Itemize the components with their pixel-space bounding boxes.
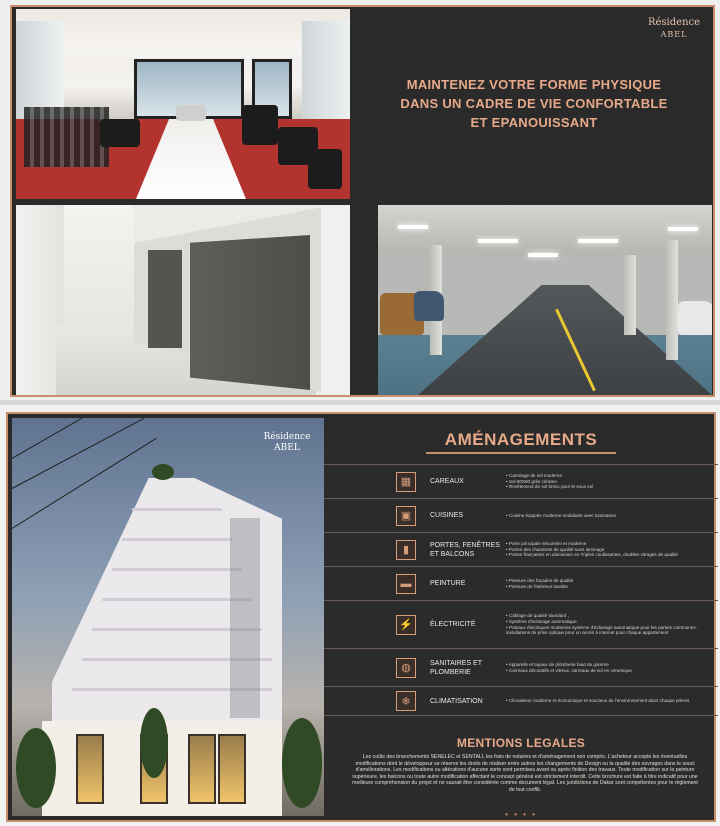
list-item: ▬ PEINTURE • Peinture des façades de qualité • Peinture de l'intérieur lavable (324, 566, 718, 600)
electricity-icon: ⚡ (396, 615, 416, 635)
residence-abel-logo: Résidence ABEL (263, 432, 311, 453)
amenagements-title: AMÉNAGEMENTS (444, 430, 598, 449)
list-item: ⚡ ÉLECTRICITÉ • Câblage de qualité standard , • Système d'éclairage automatique • Poteaux électriques modernes système d'éclairage automatique pour les parties communes , installations de prise optique pour un accès à internet pour chaque appartement (324, 600, 718, 648)
underground-parking-photo (378, 205, 712, 395)
kitchen-icon: ▣ (396, 506, 416, 526)
page-2-frame (6, 412, 716, 822)
list-item: ◍ SANITAIRES ET PLOMBERIE • Appareils et tuyaux de plomberie haut de gamme • Carreaux décoratifs et vitreux, carreaux de sol en céramique (324, 648, 718, 686)
list-item: ❄ CLIMATISATION • Climatiseur moderne et économique et soucieux de l'environnement dans chaque pièces (324, 686, 718, 716)
title-underline (426, 452, 616, 454)
mentions-legales-text: Les coûts des branchements SENELEC et SENTALL les frais de notaires et d'aménagement non compris. L'acheteur accepte les éventuelles modifications dont le développeur se réserve les droits de réaliser entre autres les changements de Design ou la qualité des ouvrages dans le souci d'améliorations. Les modifications ou altérations d'aucune sorte sont permises avant ou après finition des travaux. Toute modification sur la peinture supérieure, les balcons ou toute autre modification affectant le concept général est strictement interdit. Cette brochure est faite à titre indicatif pour une meilleure compréhension du projet et ne saurait être considérée comme document légal. Les juridictions de Dakar sont compétentes pour le règlement de tout conflit. (352, 754, 698, 793)
residence-abel-logo: Résidence ABEL (647, 17, 701, 39)
fitness-headline: MAINTENEZ VOTRE FORME PHYSIQUE DANS UN CADRE DE VIE CONFORTABLE ET EPANOUISSANT (400, 77, 668, 130)
amenagements-list (324, 464, 718, 716)
mentions-legales-title: MENTIONS LEGALES (456, 736, 586, 750)
tiles-icon: ▦ (396, 472, 416, 492)
page-1-frame (10, 5, 715, 397)
list-item: ▣ CUISINES • Cuisine équipée moderne modulaire avec luminaires (324, 498, 718, 532)
air-conditioning-icon: ❄ (396, 691, 416, 711)
list-item: ▮ PORTES, FENÊTRES ET BALCONS • Porte principale sécurisée et moderne • Portes des chambres de qualité sans laminage • Portes françaises en aluminium en Triples coulissantes, doubles vitrages de qualité (324, 532, 718, 566)
brochure-page-2 (0, 405, 720, 826)
elevator-lobby-photo (16, 205, 350, 395)
paint-roller-icon: ▬ (396, 574, 416, 594)
brochure-page-1 (0, 0, 720, 400)
building-exterior-photo (12, 418, 324, 816)
list-item: ▦ CAREAUX • Carrelage de sol moderne • Sol 60X60 grès cérame • Revêtement de sol brmix pour le sous sol (324, 464, 718, 498)
door-icon: ▮ (396, 540, 416, 560)
plumbing-icon: ◍ (396, 658, 416, 678)
decorative-dots: • • • • (505, 810, 537, 819)
gym-photo (16, 9, 350, 199)
